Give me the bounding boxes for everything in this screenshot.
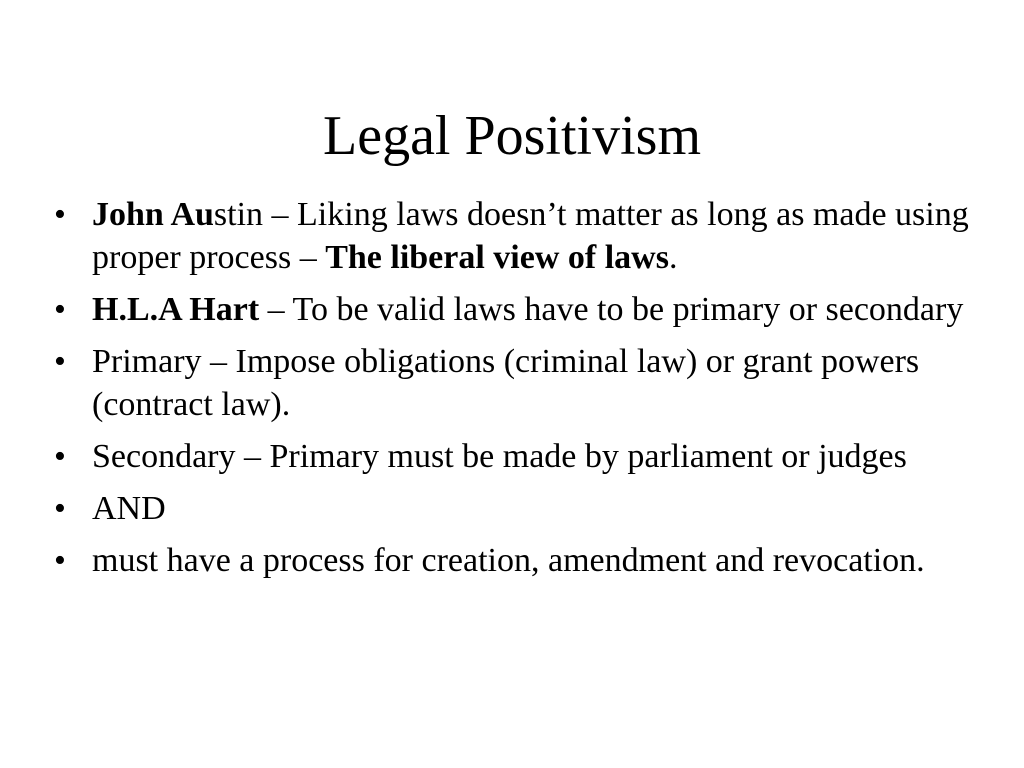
bullet-icon: • xyxy=(54,490,66,527)
bullet-bold-text: John Au xyxy=(92,196,214,233)
bullet-text: Primary – Impose obligations (criminal law) or grant powers (contract law). xyxy=(92,343,920,423)
slide-title: Legal Positivism xyxy=(323,105,701,167)
bullet-text: stin – Liking laws doesn’t matter as long as made using proper process – xyxy=(92,196,969,276)
bullet-icon: • xyxy=(54,343,66,380)
bullet-text: . xyxy=(668,239,678,276)
bullet-item-secondary xyxy=(50,435,990,478)
bullet-icon: • xyxy=(54,291,66,328)
bullet-bold-text: H.L.A Hart xyxy=(92,291,260,328)
bullet-bold-text: The liberal view of laws xyxy=(325,239,669,276)
bullet-item-process xyxy=(50,539,990,582)
bullet-icon: • xyxy=(54,196,66,233)
bullet-icon: • xyxy=(54,438,66,475)
bullet-item-and xyxy=(50,487,990,530)
bullet-text: must have a process for creation, amendment and revocation. xyxy=(92,542,925,579)
bullet-list xyxy=(50,193,990,591)
bullet-icon: • xyxy=(54,542,66,579)
bullet-item-john-austin xyxy=(50,193,990,279)
bullet-item-primary xyxy=(50,340,990,426)
bullet-item-hla-hart xyxy=(50,288,990,331)
bullet-text: Secondary – Primary must be made by parliament or judges xyxy=(92,438,907,475)
bullet-text: AND xyxy=(92,490,166,527)
bullet-text: – To be valid laws have to be primary or secondary xyxy=(259,291,964,328)
